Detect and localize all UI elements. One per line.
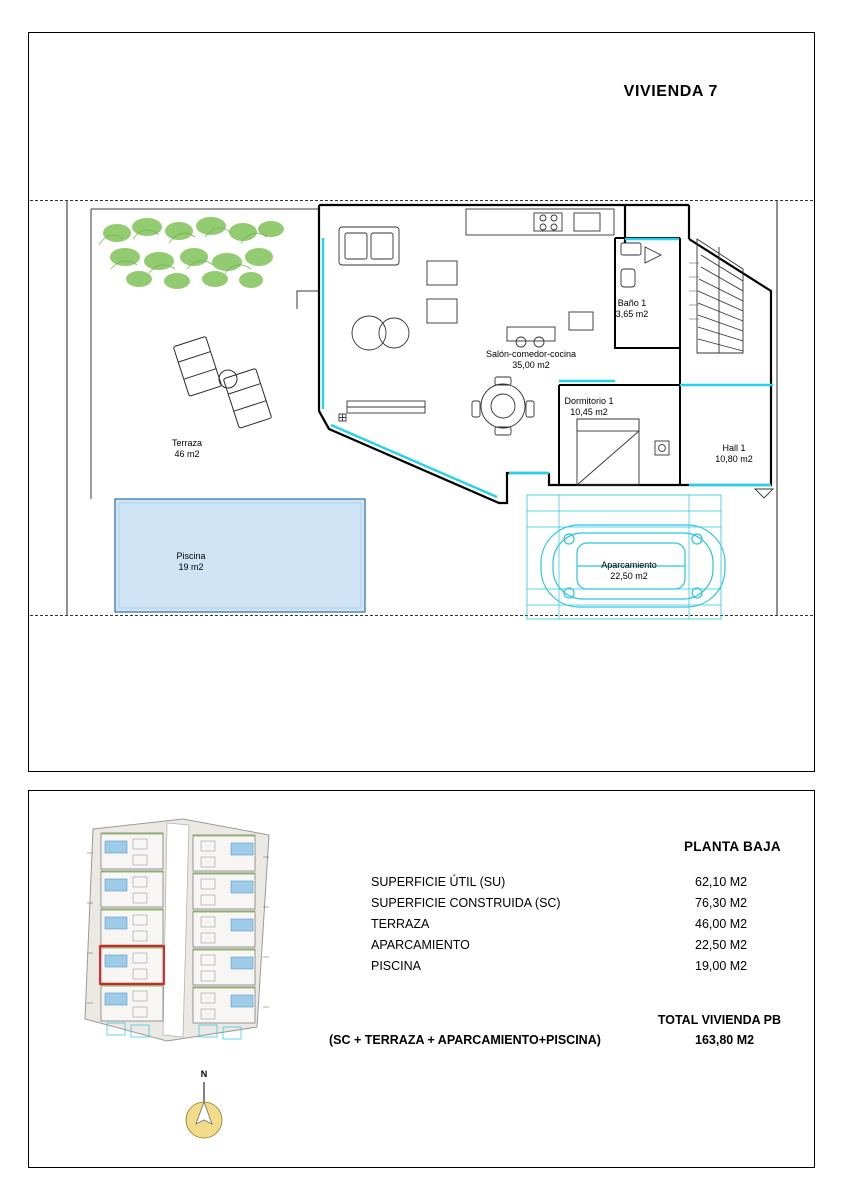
room-name-aparcamiento: Aparcamiento <box>601 560 657 570</box>
schedule-value: 22,50 M2 <box>695 938 748 952</box>
room-name-hall: Hall 1 <box>722 443 746 453</box>
schedule-label: TERRAZA <box>371 917 430 931</box>
parking-area <box>527 495 725 619</box>
terrace-furniture <box>173 336 271 428</box>
room-label-hall <box>684 443 784 465</box>
room-name-salon: Salón-comedor-cocina <box>485 349 577 359</box>
site-key-plan <box>71 813 291 1048</box>
room-area-dormitorio: 10,45 m2 <box>570 407 608 417</box>
compass <box>169 1069 239 1145</box>
ground-floor-drawing <box>29 33 816 773</box>
schedule-label: APARCAMIENTO <box>371 938 470 952</box>
room-area-bano: 3,65 m2 <box>615 309 649 319</box>
schedule-value: 76,30 M2 <box>695 896 748 910</box>
info-frame <box>28 790 815 1168</box>
room-name-terraza: Terraza <box>171 438 202 448</box>
schedule-label: SUPERFICIE ÚTIL (SU) <box>371 875 506 889</box>
room-label-terraza <box>137 438 237 460</box>
schedule-row <box>329 956 789 977</box>
schedule-row <box>329 914 789 935</box>
total-formula: (SC + TERRAZA + APARCAMIENTO+PISCINA) <box>329 1033 601 1047</box>
schedule-label: SUPERFICIE CONSTRUIDA (SC) <box>371 896 561 910</box>
room-label-piscina <box>141 551 241 573</box>
room-name-bano: Baño 1 <box>617 298 647 308</box>
total-title: TOTAL VIVIENDA PB <box>657 1013 781 1027</box>
compass-rose-icon <box>174 1080 234 1140</box>
room-label-salon <box>451 349 611 371</box>
schedule-row <box>329 872 789 893</box>
kitchen-fittings <box>466 209 614 235</box>
total-line <box>329 1027 789 1047</box>
bedroom-furniture <box>577 419 669 485</box>
room-label-dormitorio <box>534 396 644 418</box>
schedule-row <box>329 935 789 956</box>
schedule-value: 19,00 M2 <box>695 959 748 973</box>
room-area-salon: 35,00 m2 <box>512 360 550 370</box>
room-area-hall: 10,80 m2 <box>715 454 753 464</box>
side-path <box>689 263 699 319</box>
schedule-value: 46,00 M2 <box>695 917 748 931</box>
bathroom-fittings <box>621 243 661 287</box>
schedule-label: PISCINA <box>371 959 422 973</box>
room-name-dormitorio: Dormitorio 1 <box>564 396 614 406</box>
compass-north-label: N <box>200 1069 208 1079</box>
vegetation-area <box>91 209 286 289</box>
room-area-piscina: 19 m2 <box>178 562 204 572</box>
plan-frame <box>28 32 815 772</box>
total-value: 163,80 M2 <box>695 1033 755 1047</box>
area-schedule <box>329 839 789 977</box>
schedule-title: PLANTA BAJA <box>683 839 781 854</box>
room-name-piscina: Piscina <box>176 551 206 561</box>
room-label-aparcamiento <box>549 560 709 582</box>
page-title: VIVIENDA 7 <box>623 83 718 100</box>
schedule-value: 62,10 M2 <box>695 875 748 889</box>
room-label-bano <box>597 298 667 320</box>
room-area-terraza: 46 m2 <box>174 449 200 459</box>
schedule-row <box>329 893 789 914</box>
staircase <box>697 239 743 353</box>
room-area-aparcamiento: 22,50 m2 <box>610 571 648 581</box>
total-block <box>329 1013 789 1047</box>
